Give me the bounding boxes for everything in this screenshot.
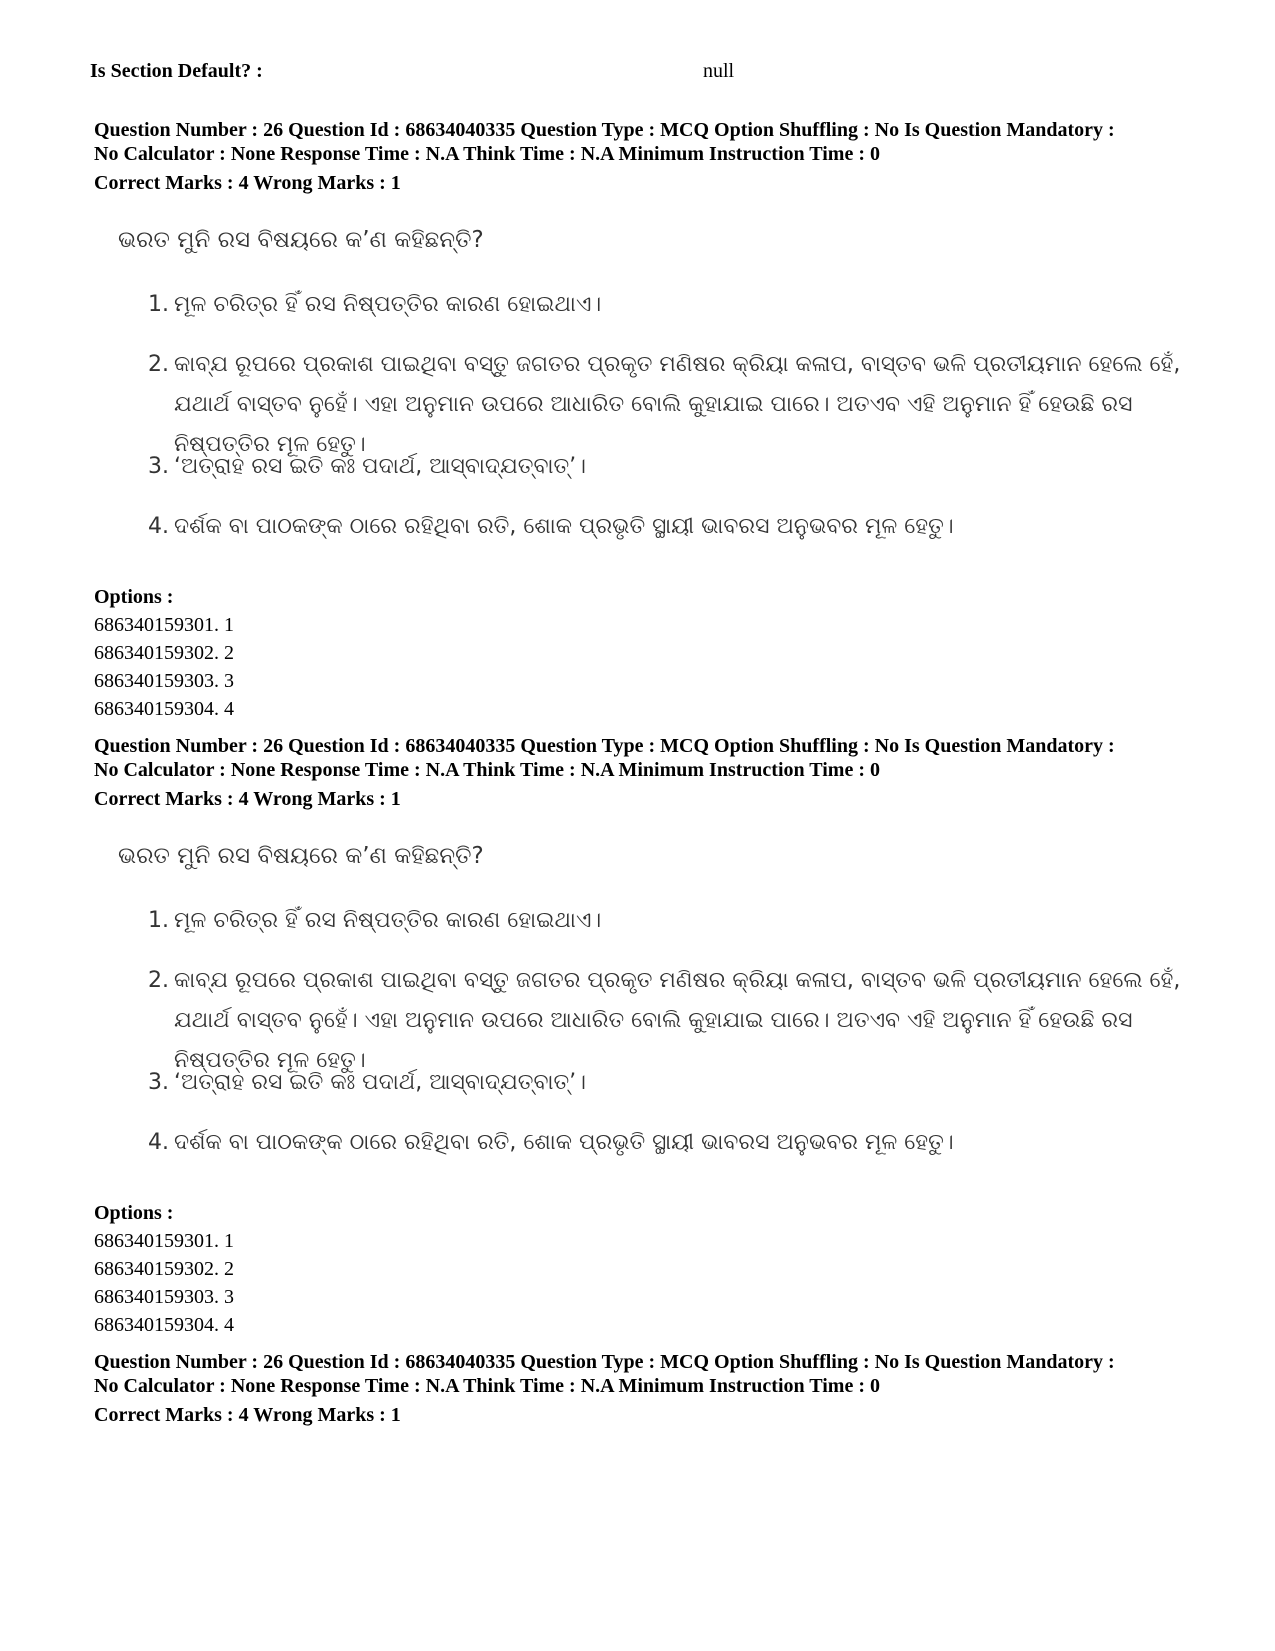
question-meta-line-2: No Calculator : None Response Time : N.A Think Time : N.A Minimum Instruction Time : 0 xyxy=(94,1375,880,1397)
statement-number: 4. xyxy=(148,1130,169,1155)
options-heading: Options : xyxy=(94,586,174,608)
option-item: 686340159301. 1 xyxy=(94,1230,234,1252)
statement-item xyxy=(148,507,1208,547)
question-block xyxy=(94,734,1204,1339)
question-marks: Correct Marks : 4 Wrong Marks : 1 xyxy=(94,172,401,194)
question-body xyxy=(94,811,1204,1199)
question-meta-line-1: Question Number : 26 Question Id : 68634040335 Question Type : MCQ Option Shuffling : No Is Question Mandatory : xyxy=(94,735,1115,757)
section-default-value: null xyxy=(703,60,735,82)
option-item: 686340159304. 4 xyxy=(94,1314,234,1336)
question-meta-line-2: No Calculator : None Response Time : N.A Think Time : N.A Minimum Instruction Time : 0 xyxy=(94,143,880,165)
statement-number: 3. xyxy=(148,1070,169,1095)
option-item: 686340159302. 2 xyxy=(94,642,234,664)
options-heading: Options : xyxy=(94,1202,174,1224)
section-default-label: Is Section Default? : xyxy=(90,60,263,82)
statement-text: କାବ୍ଯ ରୂପରେ ପ୍ରକାଶ ପାଇଥିବା ବସ୍ତୁ ଜଗତର ପ୍ରକୃତ ମଣିଷର କ୍ରିୟା କଳାପ, ବାସ୍ତବ ଭଳି ପ୍ରତୀୟମାନ ହେଲେ ହେଁ, ଯଥାର୍ଥ ବାସ୍ତବ ନୁହେଁ। ଏହା ଅନୁମାନ ଉପରେ ଆଧାରିତ ବୋଲି କୁହାଯାଇ ପାରେ। ଅତଏବ ଏହି ଅନୁମାନ ହିଁ ହେଉଛି ରସ ନିଷ୍ପତ୍ତିର ମୂଳ ହେତୁ। xyxy=(174,352,1181,457)
statement-text: ମୂଳ ଚରିତ୍ର ହିଁ ରସ ନିଷ୍ପତ୍ତିର କାରଣ ହୋଇଥାଏ। xyxy=(174,908,602,933)
question-block xyxy=(94,118,1204,723)
statement-number: 4. xyxy=(148,514,169,539)
statement-number: 1. xyxy=(148,292,169,317)
section-default-row xyxy=(90,60,1190,88)
option-item: 686340159301. 1 xyxy=(94,614,234,636)
statement-number: 3. xyxy=(148,454,169,479)
statement-text: ମୂଳ ଚରିତ୍ର ହିଁ ରସ ନିଷ୍ପତ୍ତିର କାରଣ ହୋଇଥାଏ। xyxy=(174,292,602,317)
question-body xyxy=(94,195,1204,583)
question-stem: ଭରତ ମୁନି ରସ ବିଷୟରେ କ’ଣ କହିଛନ୍ତି? xyxy=(118,227,484,253)
option-item: 686340159303. 3 xyxy=(94,1286,234,1308)
option-item: 686340159304. 4 xyxy=(94,698,234,720)
statement-item xyxy=(148,447,1208,487)
statement-text: ଦର୍ଶକ ବା ପାଠକଙ୍କ ଠାରେ ରହିଥିବା ରତି, ଶୋକ ପ୍ରଭୃତି ସ୍ଥାୟୀ ଭାବରସ ଅନୁଭବର ମୂଳ ହେତୁ। xyxy=(174,514,954,539)
question-marks: Correct Marks : 4 Wrong Marks : 1 xyxy=(94,788,401,810)
question-stem: ଭରତ ମୁନି ରସ ବିଷୟରେ କ’ଣ କହିଛନ୍ତି? xyxy=(118,843,484,869)
statement-item xyxy=(148,901,1208,941)
question-meta-line-2: No Calculator : None Response Time : N.A Think Time : N.A Minimum Instruction Time : 0 xyxy=(94,759,880,781)
option-item: 686340159303. 3 xyxy=(94,670,234,692)
statement-item xyxy=(148,1123,1208,1163)
statement-text: ‘ଅତ୍ରାହ ରସ ଇତି କଃ ପଦାର୍ଥ, ଆସ୍ବାଦ୍ଯତ୍ବାତ୍’। xyxy=(174,1070,587,1095)
statement-number: 1. xyxy=(148,908,169,933)
statement-text: ଦର୍ଶକ ବା ପାଠକଙ୍କ ଠାରେ ରହିଥିବା ରତି, ଶୋକ ପ୍ରଭୃତି ସ୍ଥାୟୀ ଭାବରସ ଅନୁଭବର ମୂଳ ହେତୁ। xyxy=(174,1130,954,1155)
question-meta-line-1: Question Number : 26 Question Id : 68634040335 Question Type : MCQ Option Shuffling : No Is Question Mandatory : xyxy=(94,119,1115,141)
statement-item xyxy=(148,285,1208,325)
statement-number: 2. xyxy=(148,968,169,993)
question-block xyxy=(94,1350,1204,1427)
statement-item xyxy=(148,1063,1208,1103)
statement-text: ‘ଅତ୍ରାହ ରସ ଇତି କଃ ପଦାର୍ଥ, ଆସ୍ବାଦ୍ଯତ୍ବାତ୍’। xyxy=(174,454,587,479)
option-item: 686340159302. 2 xyxy=(94,1258,234,1280)
statement-number: 2. xyxy=(148,352,169,377)
question-meta-line-1: Question Number : 26 Question Id : 68634040335 Question Type : MCQ Option Shuffling : No Is Question Mandatory : xyxy=(94,1351,1115,1373)
statement-text: କାବ୍ଯ ରୂପରେ ପ୍ରକାଶ ପାଇଥିବା ବସ୍ତୁ ଜଗତର ପ୍ରକୃତ ମଣିଷର କ୍ରିୟା କଳାପ, ବାସ୍ତବ ଭଳି ପ୍ରତୀୟମାନ ହେଲେ ହେଁ, ଯଥାର୍ଥ ବାସ୍ତବ ନୁହେଁ। ଏହା ଅନୁମାନ ଉପରେ ଆଧାରିତ ବୋଲି କୁହାଯାଇ ପାରେ। ଅତଏବ ଏହି ଅନୁମାନ ହିଁ ହେଉଛି ରସ ନିଷ୍ପତ୍ତିର ମୂଳ ହେତୁ। xyxy=(174,968,1181,1073)
question-marks: Correct Marks : 4 Wrong Marks : 1 xyxy=(94,1404,401,1426)
